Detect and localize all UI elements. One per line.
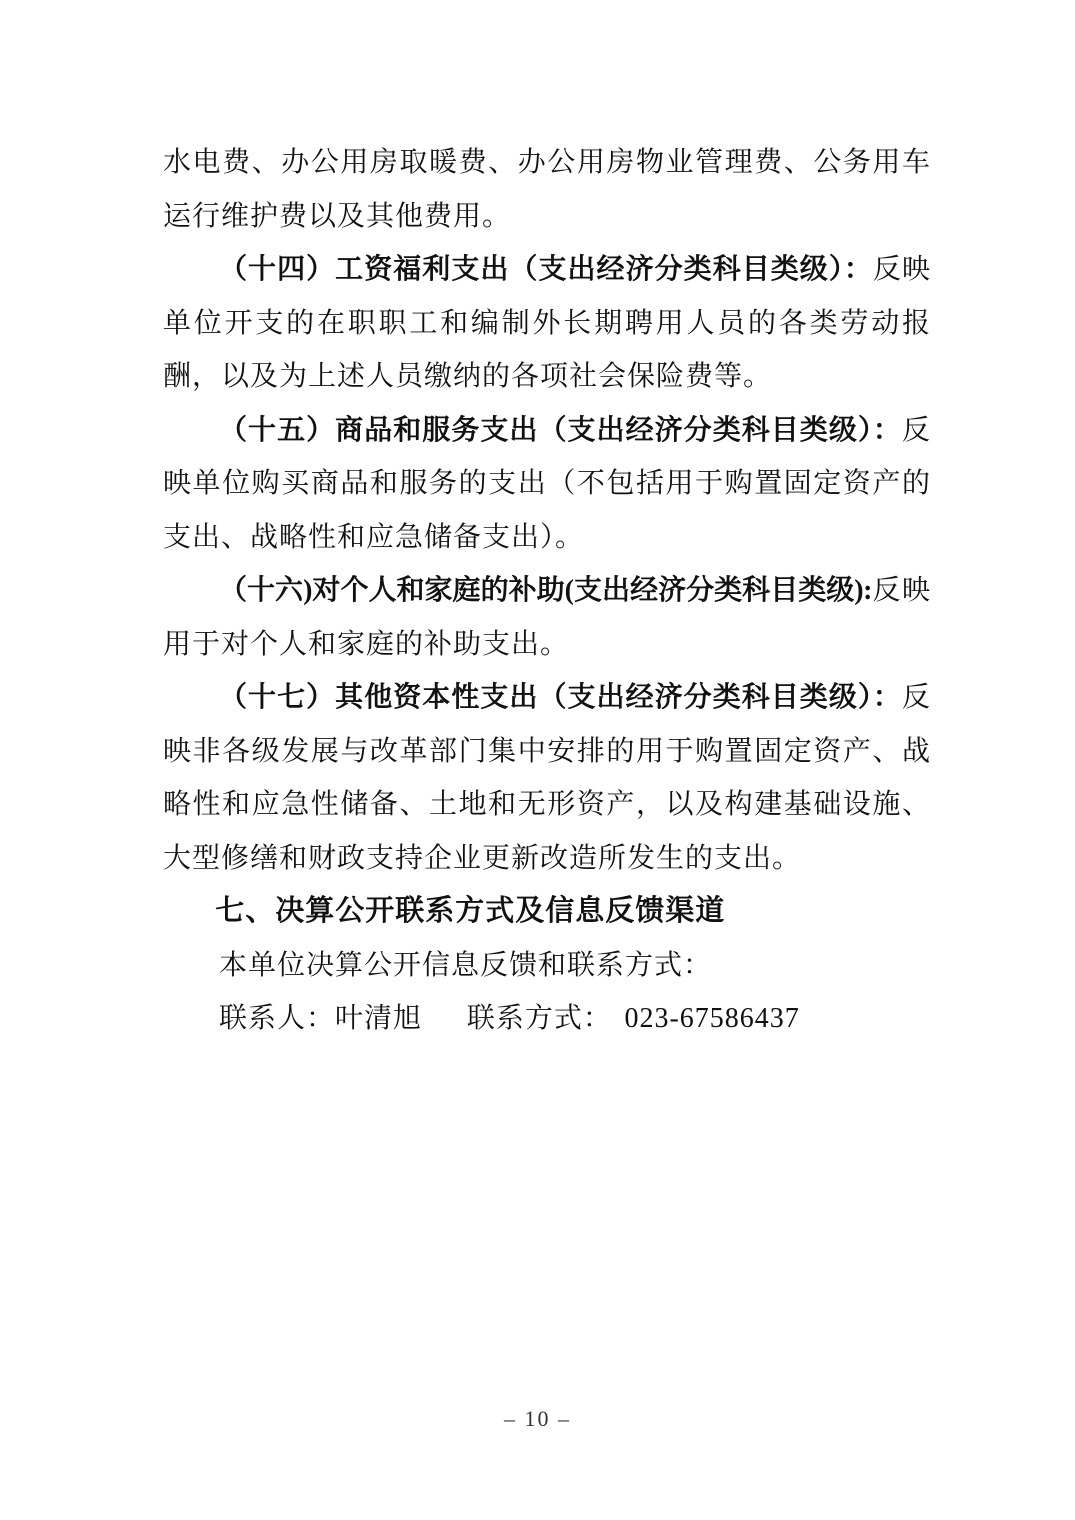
paragraph-item-16 xyxy=(163,564,931,671)
paragraph-item-14 xyxy=(163,243,931,404)
paragraph-item-17 xyxy=(163,671,931,885)
page-number: – 10 – xyxy=(504,1406,571,1431)
item-17-text: 反映非各级发展与改革部门集中安排的用于购置固定资产、战略性和应急性储备、土地和无形资产，以及构建基础设施、大型修缮和财政支持企业更新改造所发生的支出。 xyxy=(163,682,931,874)
paragraph-contact-line xyxy=(163,992,931,1046)
contact-person-label: 联系人： xyxy=(219,1003,336,1034)
item-15-text: 反映单位购买商品和服务的支出（不包括用于购置固定资产的支出、战略性和应急储备支出）。 xyxy=(163,414,931,553)
paragraph-item-15 xyxy=(163,404,931,565)
paragraph-continuation: 水电费、办公用房取暖费、办公用房物业管理费、公务用车运行维护费以及其他费用。 xyxy=(163,147,931,232)
contact-method-label: 联系方式： xyxy=(466,1003,612,1034)
item-15-heading: （十五）商品和服务支出（支出经济分类科目类级）： xyxy=(219,414,902,446)
paragraph-contact-intro: 本单位决算公开信息反馈和联系方式： xyxy=(219,949,713,981)
item-14-heading: （十四）工资福利支出（支出经济分类科目类级）： xyxy=(219,254,873,285)
contact-method-value: 023-67586437 xyxy=(624,1003,800,1034)
item-16-heading: （十六)对个人和家庭的补助(支出经济分类科目类级): xyxy=(219,575,872,606)
item-14-text: 反映单位开支的在职职工和编制外长期聘用人员的各类劳动报酬，以及为上述人员缴纳的各项社会保险费等。 xyxy=(163,254,931,392)
contact-person-name: 叶清旭 xyxy=(335,1003,423,1034)
item-16-text: 反映用于对个人和家庭的补助支出。 xyxy=(163,575,931,660)
section-7-heading: 七、决算公开联系方式及信息反馈渠道 xyxy=(215,895,726,927)
document-body xyxy=(163,136,931,1046)
item-17-heading: （十七）其他资本性支出（支出经济分类科目类级）： xyxy=(219,682,902,713)
